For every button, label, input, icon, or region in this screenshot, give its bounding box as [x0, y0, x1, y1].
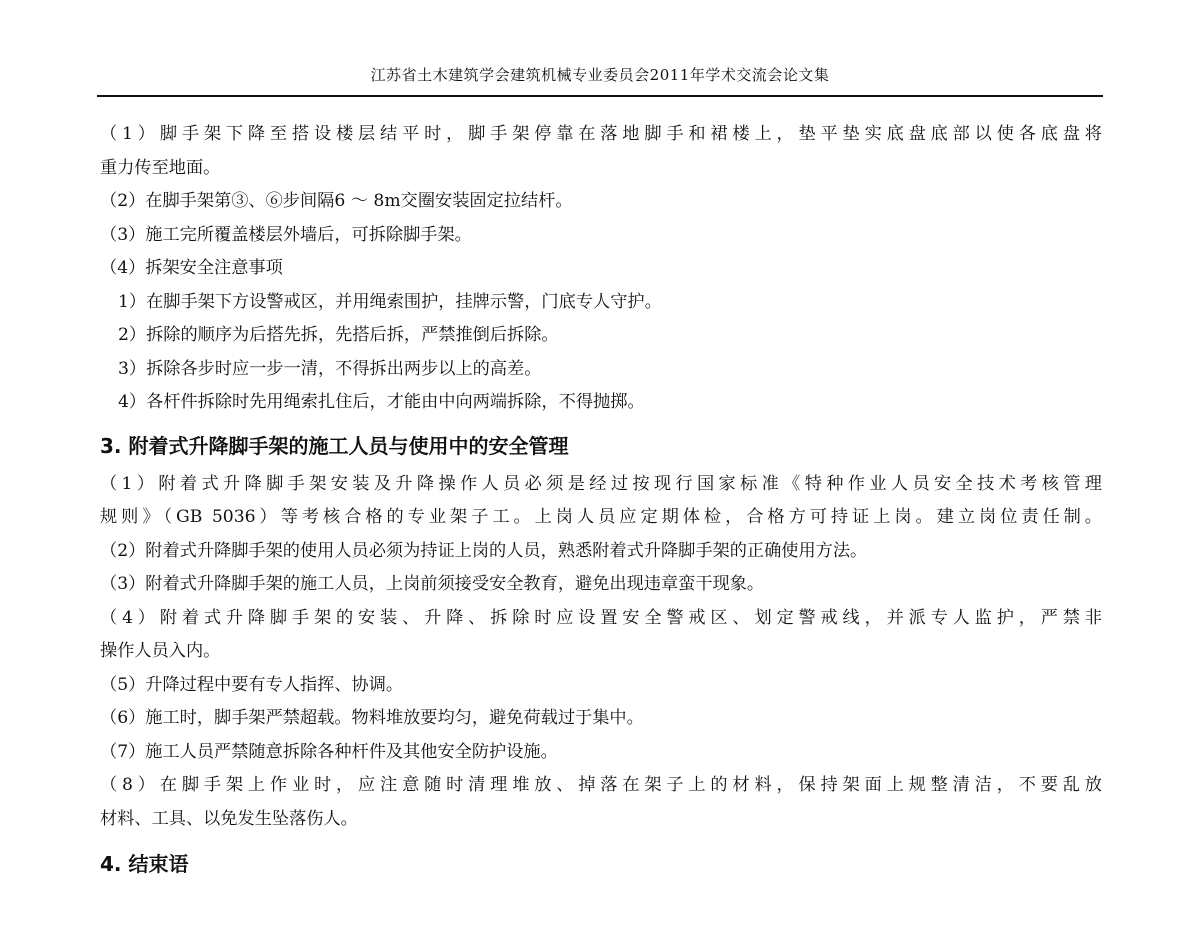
paragraph-line: （8）在脚手架上作业时，应注意随时清理堆放、掉落在架子上的材料，保持架面上规整清洁，不要乱放	[100, 775, 1102, 795]
section-heading: 4. 结束语	[100, 852, 189, 876]
list-item: （3）施工完所覆盖楼层外墙后，可拆除脚手架。	[100, 224, 472, 245]
body-text	[100, 118, 1102, 886]
list-item: （4）拆架安全注意事项	[100, 258, 283, 278]
paragraph-line: 材料、工具、以免发生坠落伤人。	[100, 808, 358, 829]
running-header: 江苏省土木建筑学会建筑机械专业委员会2011年学术交流会论文集	[370, 66, 830, 84]
list-item: （2）在脚手架第③、⑥步间隔6 ～ 8m交圈安装固定拉结杆。	[100, 191, 573, 211]
paragraph-line: （1）附着式升降脚手架安装及升降操作人员必须是经过按现行国家标准《特种作业人员安全技术考核管理	[100, 473, 1102, 494]
list-item: （7）施工人员严禁随意拆除各种杆件及其他安全防护设施。	[100, 741, 558, 762]
paragraph-line: 规则》（GB 5036）等考核合格的专业架子工。上岗人员应定期体检，合格方可持证上岗。建立岗位责任制。	[100, 507, 1102, 527]
sub-list-item: 3）拆除各步时应一步一清，不得拆出两步以上的高差。	[118, 358, 542, 379]
paragraph-line: 重力传至地面。	[100, 157, 221, 178]
paragraph-line: （1）脚手架下降至搭设楼层结平时，脚手架停靠在落地脚手和裙楼上，垫平垫实底盘底部以使各底盘将	[100, 124, 1102, 144]
paragraph-line: （4）附着式升降脚手架的安装、升降、拆除时应设置安全警戒区、划定警戒线，并派专人监护，严禁非	[100, 607, 1102, 628]
sub-list-item: 2）拆除的顺序为后搭先拆，先搭后拆，严禁推倒后拆除。	[118, 325, 559, 345]
list-item: （5）升降过程中要有专人指挥、协调。	[100, 674, 404, 695]
header-rule	[97, 95, 1103, 97]
list-item: （3）附着式升降脚手架的施工人员，上岗前须接受安全教育，避免出现违章蛮干现象。	[100, 574, 765, 594]
sub-list-item: 4）各杆件拆除时先用绳索扎住后，才能由中向两端拆除，不得抛掷。	[118, 392, 645, 412]
list-item: （6）施工时，脚手架严禁超载。物料堆放要均匀，避免荷载过于集中。	[100, 708, 644, 728]
sub-list-item: 1）在脚手架下方设警戒区，并用绳索围护，挂牌示警，门底专人守护。	[118, 291, 662, 312]
list-item: （2）附着式升降脚手架的使用人员必须为持证上岗的人员，熟悉附着式升降脚手架的正确使用方法。	[100, 540, 868, 561]
paragraph-line: 操作人员入内。	[100, 641, 221, 661]
section-heading: 3. 附着式升降脚手架的施工人员与使用中的安全管理	[100, 433, 569, 458]
